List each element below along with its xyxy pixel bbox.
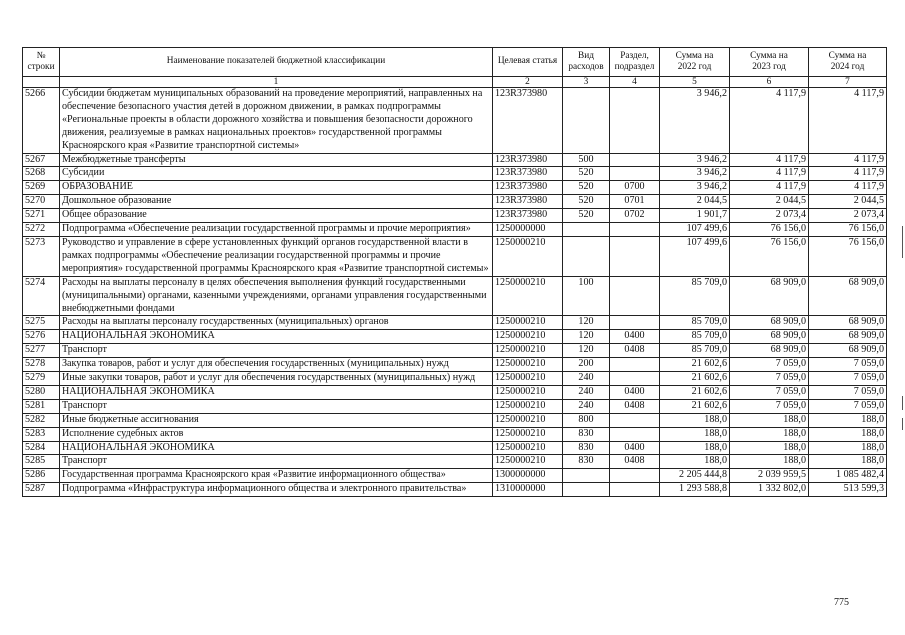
row-number: 5278 — [23, 358, 60, 372]
table-row — [23, 88, 887, 154]
row-sum-2022: 21 602,6 — [660, 372, 730, 386]
row-number: 5277 — [23, 344, 60, 358]
row-type — [563, 88, 610, 154]
row-sum-2024: 68 909,0 — [809, 276, 887, 316]
table-row — [23, 276, 887, 316]
column-number: 3 — [563, 77, 610, 88]
row-type: 120 — [563, 316, 610, 330]
row-name: Общее образование — [60, 209, 493, 223]
row-type: 520 — [563, 167, 610, 181]
row-section: 0702 — [610, 209, 660, 223]
row-name: Дошкольное образование — [60, 195, 493, 209]
row-section — [610, 167, 660, 181]
row-number: 5274 — [23, 276, 60, 316]
row-name: Исполнение судебных актов — [60, 427, 493, 441]
row-sum-2022: 3 946,2 — [660, 167, 730, 181]
row-section — [610, 236, 660, 276]
scan-edge-mark — [902, 418, 903, 430]
table-row — [23, 441, 887, 455]
row-name: Транспорт — [60, 344, 493, 358]
row-sum-2024: 68 909,0 — [809, 344, 887, 358]
table-row — [23, 195, 887, 209]
row-target: 1250000210 — [493, 276, 563, 316]
row-type: 120 — [563, 330, 610, 344]
row-section — [610, 483, 660, 497]
row-sum-2023: 4 117,9 — [730, 167, 809, 181]
row-sum-2023: 7 059,0 — [730, 372, 809, 386]
row-type — [563, 223, 610, 237]
row-section — [610, 153, 660, 167]
row-name: Расходы на выплаты персоналу в целях обеспечения выполнения функций государственными (муниципальными) органами, казенными учреждениями, органами управления государственными внебюджетными фондами — [60, 276, 493, 316]
column-number: 2 — [493, 77, 563, 88]
row-name: Подпрограмма «Обеспечение реализации государственной программы и прочие мероприятия» — [60, 223, 493, 237]
table-row — [23, 153, 887, 167]
row-type: 830 — [563, 455, 610, 469]
row-number: 5285 — [23, 455, 60, 469]
col-header-sum2024: Сумма на 2024 год — [809, 48, 887, 77]
scan-edge-mark — [902, 396, 903, 410]
column-number: 1 — [60, 77, 493, 88]
row-type: 200 — [563, 358, 610, 372]
row-target: 1310000000 — [493, 483, 563, 497]
table-row — [23, 358, 887, 372]
row-sum-2023: 7 059,0 — [730, 358, 809, 372]
row-number: 5282 — [23, 413, 60, 427]
row-sum-2024: 68 909,0 — [809, 316, 887, 330]
row-sum-2022: 2 044,5 — [660, 195, 730, 209]
row-target: 1250000210 — [493, 316, 563, 330]
row-type — [563, 483, 610, 497]
row-name: НАЦИОНАЛЬНАЯ ЭКОНОМИКА — [60, 385, 493, 399]
row-sum-2022: 188,0 — [660, 441, 730, 455]
row-sum-2023: 2 073,4 — [730, 209, 809, 223]
row-name: Субсидии — [60, 167, 493, 181]
row-sum-2022: 21 602,6 — [660, 358, 730, 372]
row-name: Государственная программа Красноярского края «Развитие информационного общества» — [60, 469, 493, 483]
row-type: 100 — [563, 276, 610, 316]
row-name: Закупка товаров, работ и услуг для обеспечения государственных (муниципальных) нужд — [60, 358, 493, 372]
row-section: 0400 — [610, 385, 660, 399]
row-section — [610, 413, 660, 427]
row-sum-2024: 188,0 — [809, 441, 887, 455]
table-row — [23, 223, 887, 237]
row-sum-2023: 68 909,0 — [730, 276, 809, 316]
row-number: 5271 — [23, 209, 60, 223]
col-header-sum2023: Сумма на 2023 год — [730, 48, 809, 77]
table-row — [23, 455, 887, 469]
row-target: 1250000210 — [493, 344, 563, 358]
row-target: 1250000210 — [493, 358, 563, 372]
row-section — [610, 358, 660, 372]
row-sum-2024: 76 156,0 — [809, 223, 887, 237]
table-body — [23, 88, 887, 497]
column-number: 5 — [660, 77, 730, 88]
row-target: 123R373980 — [493, 181, 563, 195]
row-number: 5267 — [23, 153, 60, 167]
row-target: 123R373980 — [493, 167, 563, 181]
row-target: 1250000000 — [493, 223, 563, 237]
row-target: 123R373980 — [493, 195, 563, 209]
row-sum-2024: 7 059,0 — [809, 372, 887, 386]
table-row — [23, 427, 887, 441]
row-target: 1250000210 — [493, 236, 563, 276]
row-type: 830 — [563, 441, 610, 455]
table-row — [23, 372, 887, 386]
row-sum-2024: 4 117,9 — [809, 88, 887, 154]
row-number: 5270 — [23, 195, 60, 209]
row-sum-2023: 76 156,0 — [730, 223, 809, 237]
column-number: 7 — [809, 77, 887, 88]
row-number: 5268 — [23, 167, 60, 181]
row-target: 1250000210 — [493, 413, 563, 427]
row-name: Иные бюджетные ассигнования — [60, 413, 493, 427]
page-number: 775 — [834, 597, 849, 608]
row-sum-2024: 2 073,4 — [809, 209, 887, 223]
row-section: 0700 — [610, 181, 660, 195]
table-row — [23, 236, 887, 276]
row-target: 1300000000 — [493, 469, 563, 483]
table-row — [23, 316, 887, 330]
row-name: НАЦИОНАЛЬНАЯ ЭКОНОМИКА — [60, 330, 493, 344]
column-number: 4 — [610, 77, 660, 88]
row-name: Транспорт — [60, 399, 493, 413]
table-row — [23, 167, 887, 181]
row-sum-2024: 188,0 — [809, 413, 887, 427]
column-number-row — [23, 77, 887, 88]
row-number: 5284 — [23, 441, 60, 455]
row-type: 520 — [563, 181, 610, 195]
table-row — [23, 399, 887, 413]
row-sum-2022: 3 946,2 — [660, 181, 730, 195]
row-sum-2024: 4 117,9 — [809, 181, 887, 195]
row-section: 0408 — [610, 344, 660, 358]
row-number: 5287 — [23, 483, 60, 497]
row-type: 120 — [563, 344, 610, 358]
row-type — [563, 236, 610, 276]
row-type: 240 — [563, 385, 610, 399]
row-target: 1250000210 — [493, 372, 563, 386]
row-number: 5276 — [23, 330, 60, 344]
row-target: 1250000210 — [493, 455, 563, 469]
row-section — [610, 88, 660, 154]
row-target: 123R373980 — [493, 153, 563, 167]
row-name: Расходы на выплаты персоналу государственных (муниципальных) органов — [60, 316, 493, 330]
col-header-name: Наименование показателей бюджетной классификации — [60, 48, 493, 77]
table-row — [23, 344, 887, 358]
row-section — [610, 469, 660, 483]
row-sum-2024: 188,0 — [809, 455, 887, 469]
row-sum-2023: 2 044,5 — [730, 195, 809, 209]
row-type: 520 — [563, 195, 610, 209]
row-sum-2023: 4 117,9 — [730, 181, 809, 195]
table-row — [23, 385, 887, 399]
row-section — [610, 427, 660, 441]
row-type: 800 — [563, 413, 610, 427]
row-sum-2022: 188,0 — [660, 413, 730, 427]
row-sum-2024: 513 599,3 — [809, 483, 887, 497]
row-sum-2023: 1 332 802,0 — [730, 483, 809, 497]
row-sum-2023: 188,0 — [730, 427, 809, 441]
row-name: Подпрограмма «Инфраструктура информационного общества и электронного правительства» — [60, 483, 493, 497]
row-target: 123R373980 — [493, 88, 563, 154]
row-number: 5275 — [23, 316, 60, 330]
column-number — [23, 77, 60, 88]
row-section — [610, 276, 660, 316]
row-name: НАЦИОНАЛЬНАЯ ЭКОНОМИКА — [60, 441, 493, 455]
row-target: 1250000210 — [493, 441, 563, 455]
row-sum-2023: 76 156,0 — [730, 236, 809, 276]
row-section — [610, 372, 660, 386]
row-number: 5280 — [23, 385, 60, 399]
row-sum-2023: 188,0 — [730, 455, 809, 469]
row-sum-2023: 68 909,0 — [730, 330, 809, 344]
table-row — [23, 413, 887, 427]
row-sum-2023: 4 117,9 — [730, 88, 809, 154]
row-sum-2022: 107 499,6 — [660, 236, 730, 276]
row-target: 1250000210 — [493, 330, 563, 344]
table-row — [23, 330, 887, 344]
row-section: 0400 — [610, 330, 660, 344]
row-sum-2022: 188,0 — [660, 455, 730, 469]
budget-table — [22, 47, 887, 497]
row-number: 5269 — [23, 181, 60, 195]
row-name: Иные закупки товаров, работ и услуг для обеспечения государственных (муниципальных) нужд — [60, 372, 493, 386]
row-sum-2024: 188,0 — [809, 427, 887, 441]
row-section: 0400 — [610, 441, 660, 455]
row-target: 1250000210 — [493, 427, 563, 441]
row-type: 500 — [563, 153, 610, 167]
row-sum-2023: 7 059,0 — [730, 385, 809, 399]
table-row — [23, 181, 887, 195]
column-number: 6 — [730, 77, 809, 88]
row-sum-2022: 21 602,6 — [660, 385, 730, 399]
row-section: 0701 — [610, 195, 660, 209]
row-sum-2023: 68 909,0 — [730, 316, 809, 330]
row-sum-2023: 2 039 959,5 — [730, 469, 809, 483]
row-type: 240 — [563, 399, 610, 413]
row-sum-2024: 68 909,0 — [809, 330, 887, 344]
row-target: 123R373980 — [493, 209, 563, 223]
row-sum-2022: 85 709,0 — [660, 344, 730, 358]
row-sum-2022: 2 205 444,8 — [660, 469, 730, 483]
row-section: 0408 — [610, 399, 660, 413]
row-sum-2023: 188,0 — [730, 413, 809, 427]
row-number: 5281 — [23, 399, 60, 413]
row-number: 5283 — [23, 427, 60, 441]
row-name: Транспорт — [60, 455, 493, 469]
table-row — [23, 209, 887, 223]
table-row — [23, 483, 887, 497]
row-sum-2022: 107 499,6 — [660, 223, 730, 237]
row-type: 520 — [563, 209, 610, 223]
row-sum-2022: 3 946,2 — [660, 153, 730, 167]
row-sum-2024: 7 059,0 — [809, 385, 887, 399]
row-sum-2023: 4 117,9 — [730, 153, 809, 167]
row-name: Субсидии бюджетам муниципальных образований на проведение мероприятий, направленных на обеспечение безопасного участия детей в дорожном движении, в рамках подпрограммы «Региональные проекты в области дорожного хозяйства и повышения безопасности дорожного движения, реализуемые в рамках национальных проектов» государственной программы Красноярского края «Развитие транспортной системы» — [60, 88, 493, 154]
row-sum-2022: 21 602,6 — [660, 399, 730, 413]
col-header-target: Целевая статья — [493, 48, 563, 77]
row-sum-2024: 4 117,9 — [809, 153, 887, 167]
row-name: Межбюджетные трансферты — [60, 153, 493, 167]
row-sum-2024: 2 044,5 — [809, 195, 887, 209]
header-row — [23, 48, 887, 77]
col-header-row-no: № строки — [23, 48, 60, 77]
table-row — [23, 469, 887, 483]
row-number: 5273 — [23, 236, 60, 276]
row-sum-2022: 188,0 — [660, 427, 730, 441]
row-sum-2024: 4 117,9 — [809, 167, 887, 181]
row-sum-2022: 85 709,0 — [660, 316, 730, 330]
row-sum-2024: 76 156,0 — [809, 236, 887, 276]
row-type — [563, 469, 610, 483]
col-header-section: Раздел, подраздел — [610, 48, 660, 77]
row-number: 5272 — [23, 223, 60, 237]
row-number: 5286 — [23, 469, 60, 483]
row-name: ОБРАЗОВАНИЕ — [60, 181, 493, 195]
row-sum-2023: 7 059,0 — [730, 399, 809, 413]
row-sum-2022: 1 901,7 — [660, 209, 730, 223]
row-name: Руководство и управление в сфере установленных функций органов государственной власти в рамках подпрограммы «Обеспечение реализации государственной программы и прочие мероприятия» государственной программы Красноярского края «Развитие транспортной системы» — [60, 236, 493, 276]
row-section: 0408 — [610, 455, 660, 469]
row-sum-2022: 85 709,0 — [660, 276, 730, 316]
row-target: 1250000210 — [493, 399, 563, 413]
row-number: 5279 — [23, 372, 60, 386]
row-section — [610, 223, 660, 237]
row-sum-2022: 1 293 588,8 — [660, 483, 730, 497]
row-sum-2023: 68 909,0 — [730, 344, 809, 358]
row-sum-2022: 3 946,2 — [660, 88, 730, 154]
row-sum-2024: 1 085 482,4 — [809, 469, 887, 483]
row-section — [610, 316, 660, 330]
col-header-type: Вид расходов — [563, 48, 610, 77]
row-type: 830 — [563, 427, 610, 441]
col-header-sum2022: Сумма на 2022 год — [660, 48, 730, 77]
scan-edge-mark — [902, 226, 903, 258]
row-sum-2024: 7 059,0 — [809, 358, 887, 372]
row-sum-2022: 85 709,0 — [660, 330, 730, 344]
row-target: 1250000210 — [493, 385, 563, 399]
row-sum-2023: 188,0 — [730, 441, 809, 455]
row-type: 240 — [563, 372, 610, 386]
row-number: 5266 — [23, 88, 60, 154]
row-sum-2024: 7 059,0 — [809, 399, 887, 413]
